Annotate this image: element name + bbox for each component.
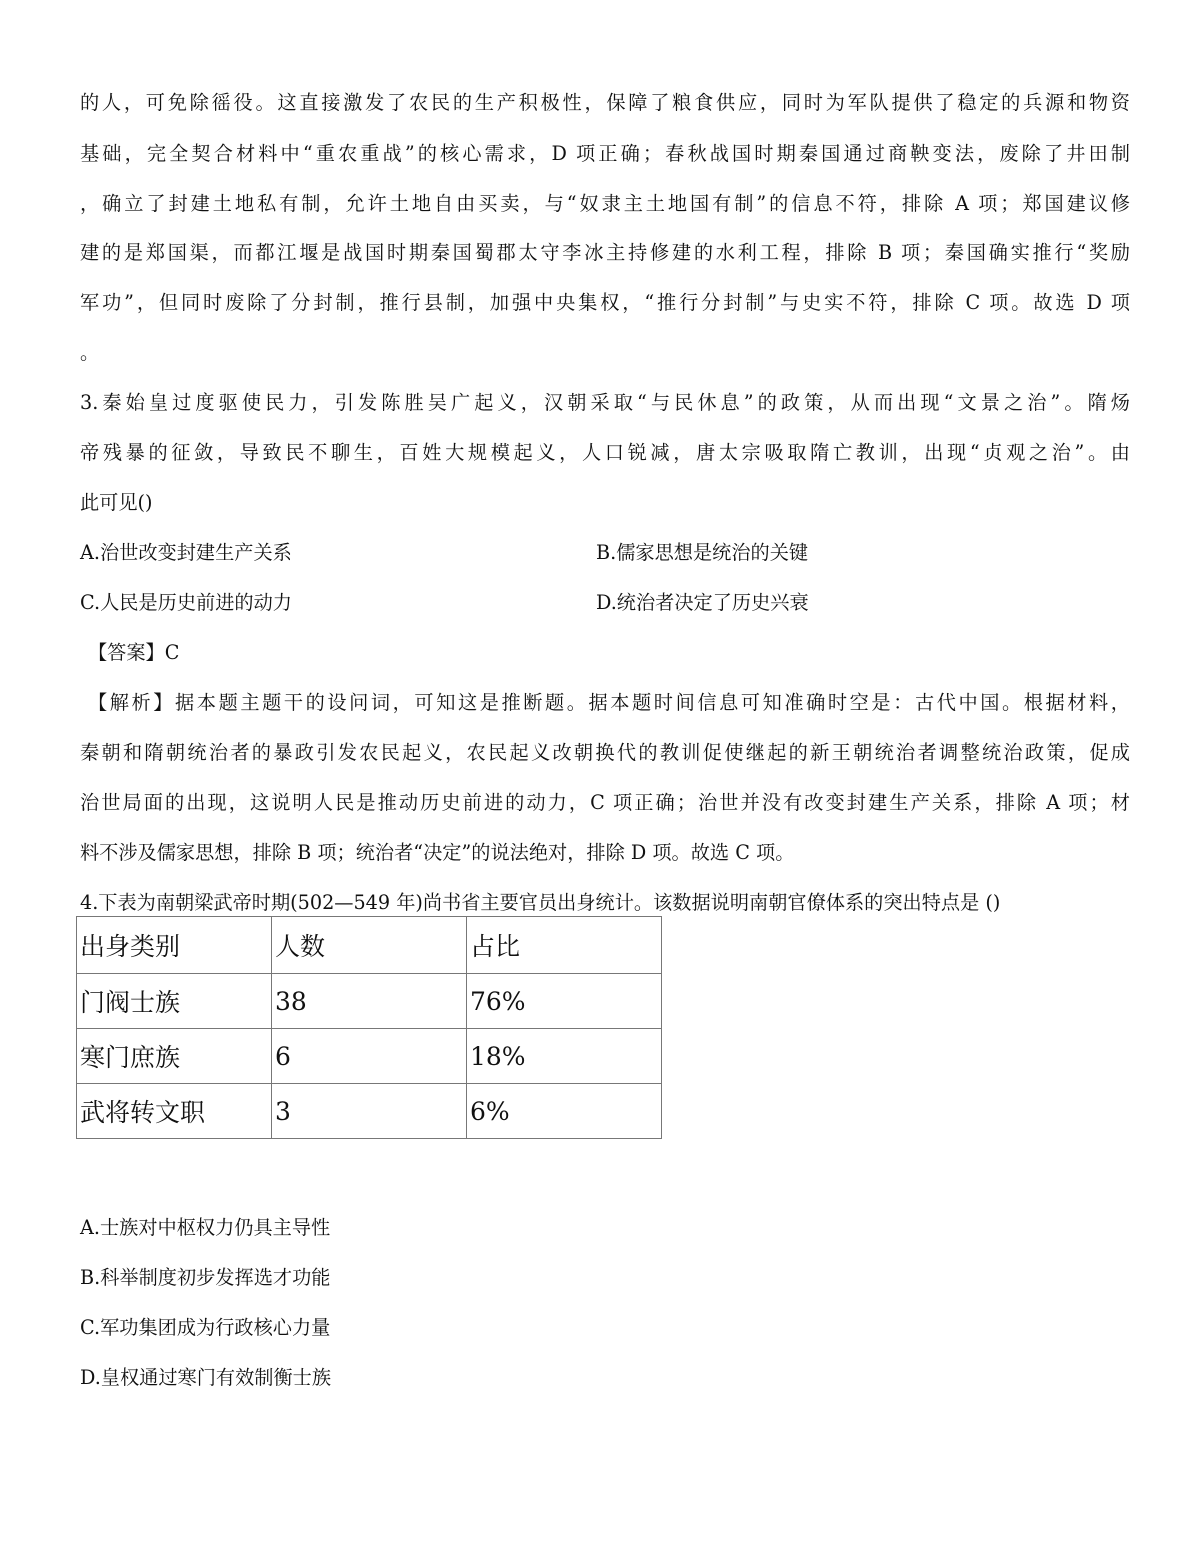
option-c: C.人民是历史前进的动力 bbox=[80, 591, 292, 614]
paragraph-line: 的人，可免除徭役。这直接激发了农民的生产积极性，保障了粮食供应，同时为军队提供了稳定的兵源和物资 bbox=[80, 91, 1130, 114]
table-header-cell: 人数 bbox=[272, 917, 467, 974]
paragraph-line: 军功”，但同时废除了分封制，推行县制，加强中央集权，“推行分封制”与史实不符，排除 C 项。故选 D 项 bbox=[80, 291, 1130, 314]
table-header-cell: 出身类别 bbox=[77, 917, 272, 974]
table-cell: 武将转文职 bbox=[77, 1084, 272, 1139]
answer-label: 【答案】C bbox=[88, 641, 180, 664]
stats-table bbox=[76, 916, 662, 1139]
question-3-stem: 此可见() bbox=[80, 491, 153, 514]
table-cell: 6% bbox=[467, 1084, 662, 1139]
table-cell: 6 bbox=[272, 1029, 467, 1084]
question-3-stem: 3.秦始皇过度驱使民力，引发陈胜吴广起义，汉朝采取“与民休息”的政策，从而出现“文景之治”。隋炀 bbox=[80, 391, 1130, 414]
table-row bbox=[77, 1029, 662, 1084]
paragraph-line: 基础，完全契合材料中“重农重战”的核心需求，D 项正确；春秋战国时期秦国通过商鞅变法，废除了井田制 bbox=[80, 142, 1130, 165]
option-b: B.儒家思想是统治的关键 bbox=[596, 541, 809, 564]
analysis-line: 料不涉及儒家思想，排除 B 项；统治者“决定”的说法绝对，排除 D 项。故选 C 项。 bbox=[80, 841, 795, 864]
analysis-line: 治世局面的出现，这说明人民是推动历史前进的动力，C 项正确；治世并没有改变封建生产关系，排除 A 项；材 bbox=[80, 791, 1130, 814]
paragraph-line: 。 bbox=[80, 341, 100, 364]
paragraph-line: 建的是郑国渠，而都江堰是战国时期秦国蜀郡太守李冰主持修建的水利工程，排除 B 项；秦国确实推行“奖励 bbox=[80, 241, 1130, 264]
table-cell: 3 bbox=[272, 1084, 467, 1139]
option-a: A.士族对中枢权力仍具主导性 bbox=[80, 1216, 331, 1239]
table-header-cell: 占比 bbox=[467, 917, 662, 974]
paragraph-line: ，确立了封建土地私有制，允许土地自由买卖，与“奴隶主土地国有制”的信息不符，排除 A 项；郑国建议修 bbox=[80, 192, 1130, 215]
analysis-line: 秦朝和隋朝统治者的暴政引发农民起义，农民起义改朝换代的教训促使继起的新王朝统治者调整统治政策，促成 bbox=[80, 741, 1130, 764]
option-a: A.治世改变封建生产关系 bbox=[80, 541, 292, 564]
question-4-stem: 4.下表为南朝梁武帝时期(502—549 年)尚书省主要官员出身统计。该数据说明南朝官僚体系的突出特点是 () bbox=[80, 891, 1001, 914]
table-cell: 38 bbox=[272, 974, 467, 1029]
table-row bbox=[77, 1084, 662, 1139]
table-cell: 18% bbox=[467, 1029, 662, 1084]
question-3-stem: 帝残暴的征敛，导致民不聊生，百姓大规模起义，人口锐减，唐太宗吸取隋亡教训，出现“贞观之治”。由 bbox=[80, 441, 1130, 464]
option-c: C.军功集团成为行政核心力量 bbox=[80, 1316, 331, 1339]
option-b: B.科举制度初步发挥选才功能 bbox=[80, 1266, 331, 1289]
option-d: D.统治者决定了历史兴衰 bbox=[596, 591, 809, 614]
table-header-row bbox=[77, 917, 662, 974]
option-d: D.皇权通过寒门有效制衡士族 bbox=[80, 1366, 332, 1389]
stats-table-wrapper bbox=[76, 916, 662, 1139]
table-cell: 寒门庶族 bbox=[77, 1029, 272, 1084]
analysis-line: 【解析】据本题主题干的设问词，可知这是推断题。据本题时间信息可知准确时空是：古代中国。根据材料， bbox=[88, 691, 1130, 714]
table-cell: 门阀士族 bbox=[77, 974, 272, 1029]
table-cell: 76% bbox=[467, 974, 662, 1029]
table-row bbox=[77, 974, 662, 1029]
